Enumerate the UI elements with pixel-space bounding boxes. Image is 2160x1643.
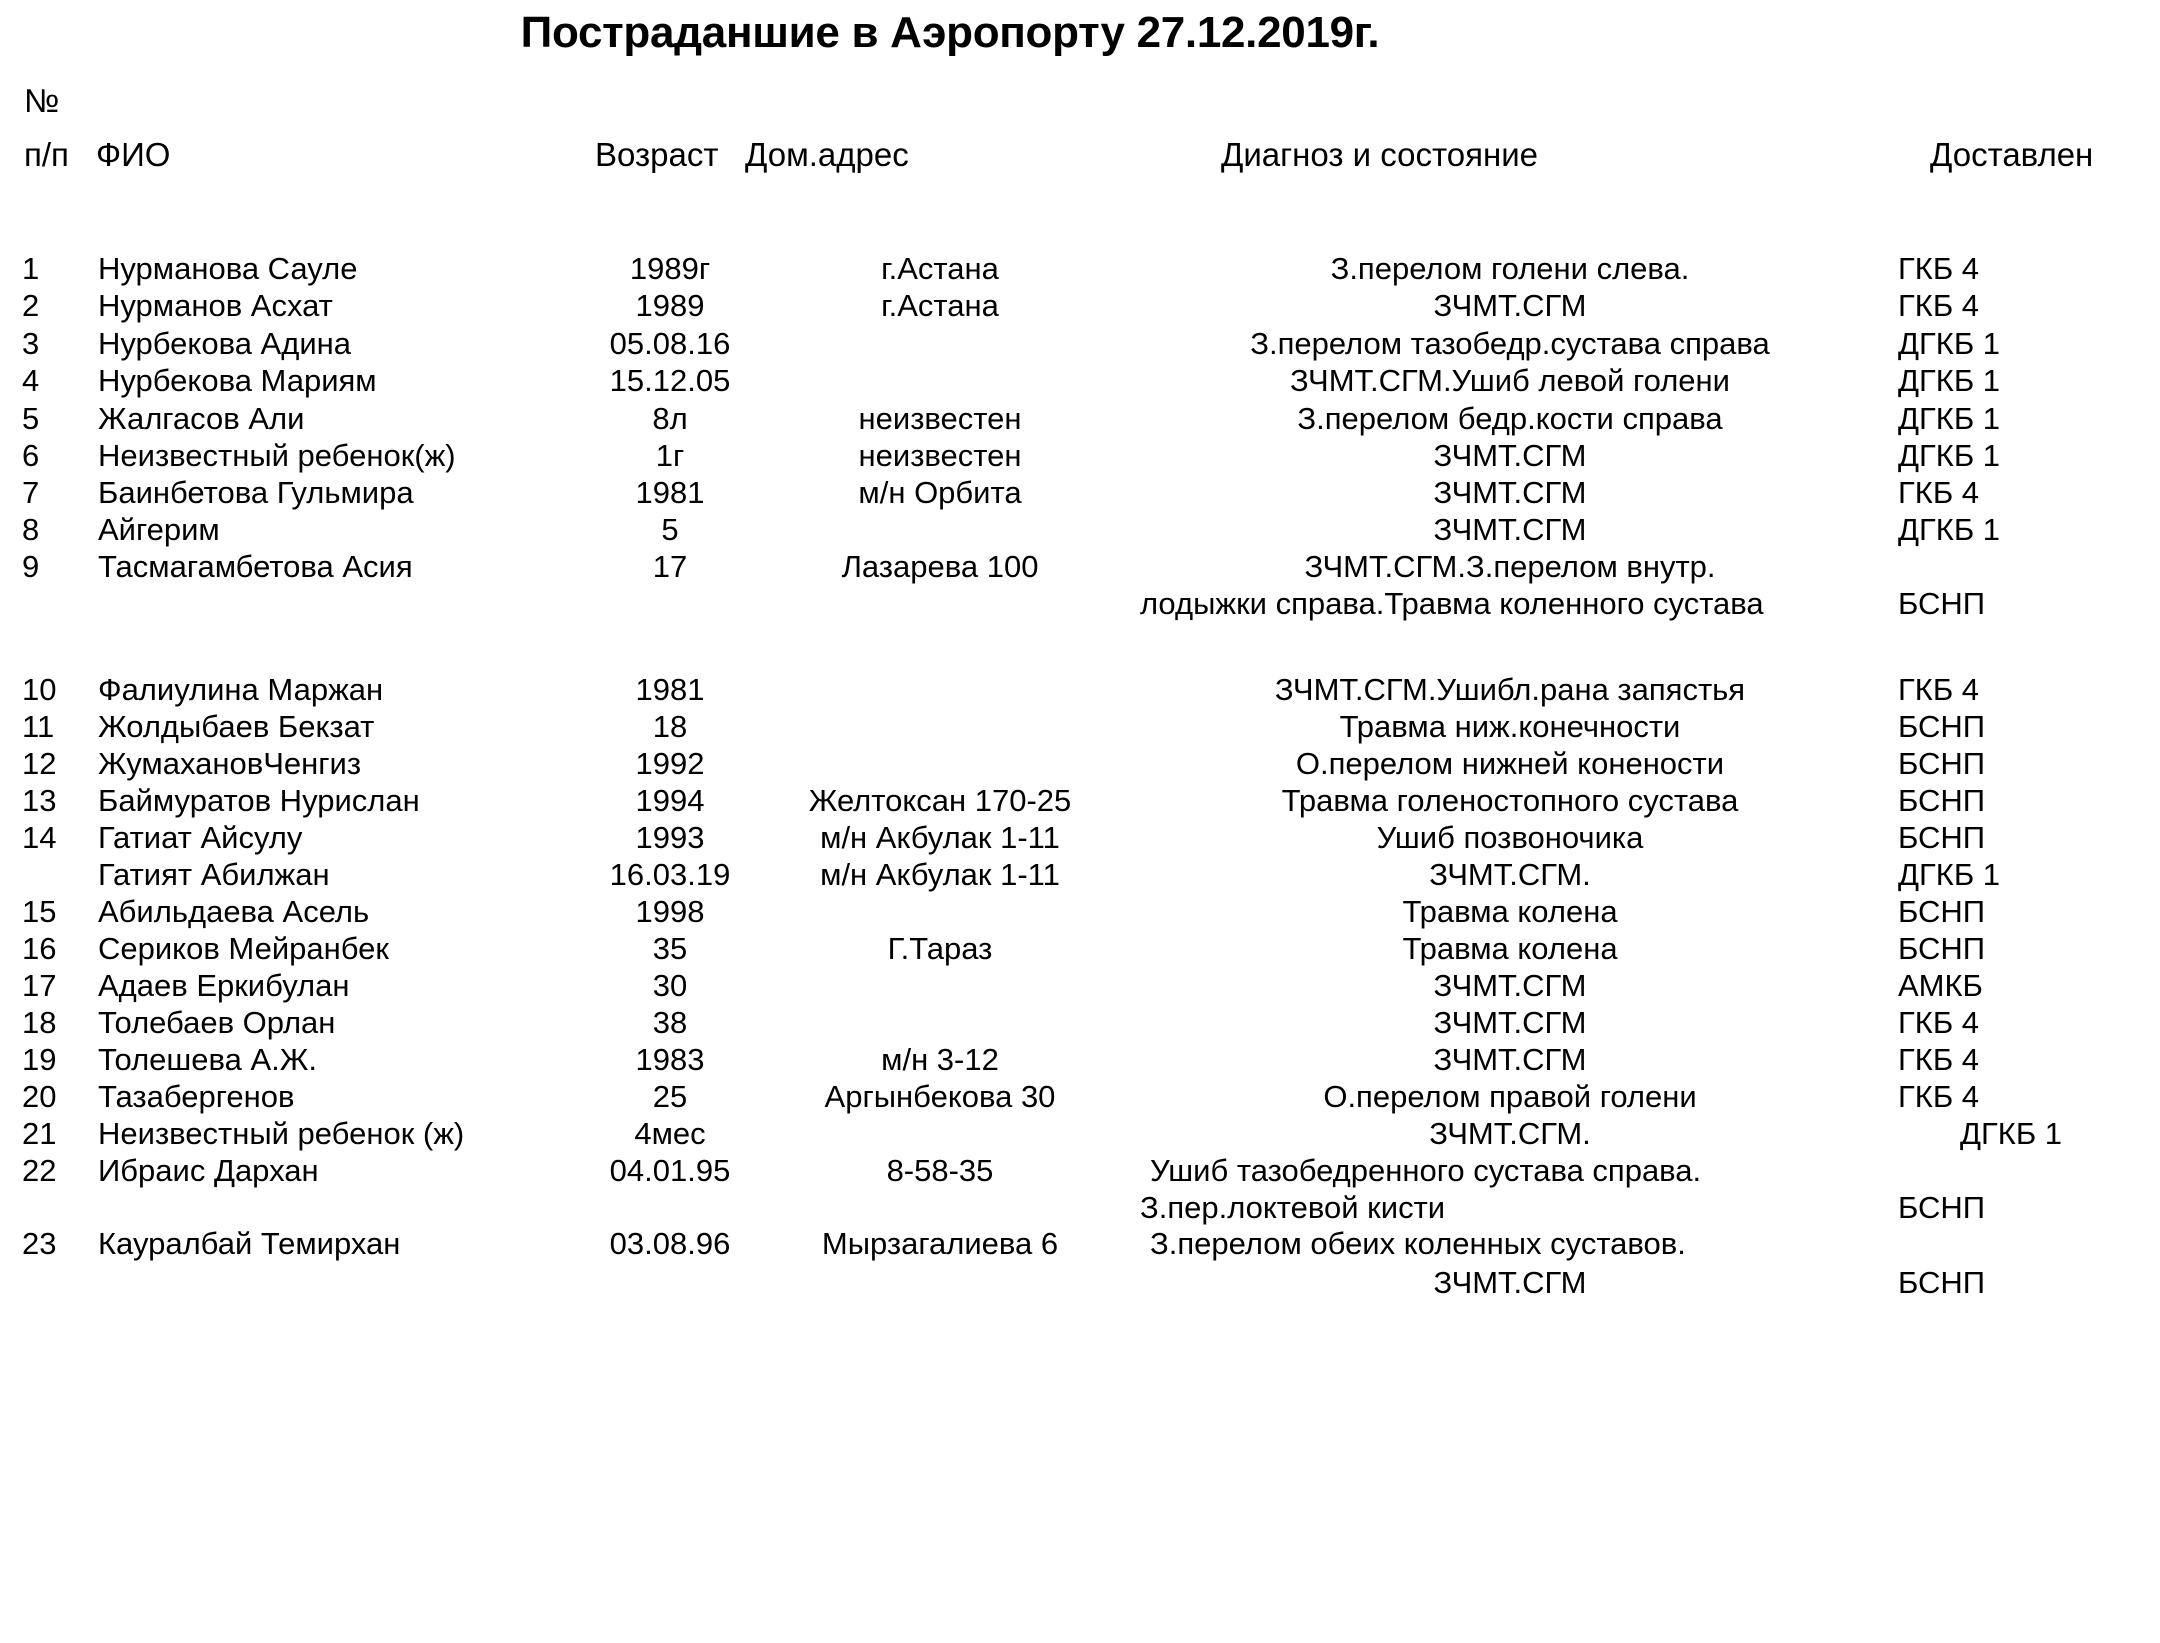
row-address: неизвестен bbox=[858, 438, 1022, 473]
row-fio: Жалгасов Али bbox=[98, 401, 305, 436]
row-address: м/н Орбита bbox=[858, 475, 1022, 510]
row-number: 22 bbox=[22, 1153, 57, 1188]
row-number: 23 bbox=[22, 1226, 57, 1261]
row-fio: Нурманов Асхат bbox=[98, 288, 333, 323]
row-fio: Адаев Еркибулан bbox=[98, 968, 350, 1003]
table-row bbox=[0, 893, 2160, 930]
column-header-diagnosis: Диагноз и состояние bbox=[1221, 136, 1538, 173]
row-diagnosis: ЗЧМТ.СГМ bbox=[1433, 438, 1587, 473]
row-destination: ГКБ 4 bbox=[1898, 288, 1980, 323]
row-diagnosis: ЗЧМТ.СГМ bbox=[1433, 288, 1587, 323]
row-fio: Гатият Абилжан bbox=[98, 857, 330, 892]
row-destination: АМКБ bbox=[1898, 968, 1983, 1003]
row-diagnosis: Травма колена bbox=[1402, 894, 1618, 929]
row-age: 1992 bbox=[635, 746, 705, 781]
row-diagnosis: ЗЧМТ.СГМ bbox=[1433, 512, 1587, 547]
row-number: 1 bbox=[22, 251, 40, 286]
row-fio: Жолдыбаев Бекзат bbox=[98, 709, 375, 744]
row-age: 38 bbox=[652, 1005, 688, 1040]
table-row bbox=[0, 930, 2160, 967]
row-fio: Айгерим bbox=[98, 512, 220, 547]
row-number: 21 bbox=[22, 1116, 57, 1151]
row-diagnosis: ЗЧМТ.СГМ. bbox=[1429, 857, 1591, 892]
row-fio: Неизвестный ребенок(ж) bbox=[98, 438, 456, 473]
table-row bbox=[0, 1004, 2160, 1041]
row-fio: Ибраис Дархан bbox=[98, 1153, 319, 1188]
row-address: г.Астана bbox=[881, 288, 999, 323]
row-destination: ДГКБ 1 bbox=[1898, 512, 2001, 547]
row-age: 1989 bbox=[635, 288, 705, 323]
row-age: 18 bbox=[652, 709, 688, 744]
row-age: 4мес bbox=[634, 1116, 706, 1151]
table-row bbox=[0, 856, 2160, 893]
row-destination: БСНП bbox=[1898, 783, 1986, 818]
row-diagnosis: О.перелом нижней конености bbox=[1295, 746, 1725, 781]
row-diagnosis: О.перелом правой голени bbox=[1323, 1079, 1697, 1114]
column-header-number-line1: № bbox=[24, 82, 60, 119]
row-diagnosis: ЗЧМТ.СГМ bbox=[1433, 968, 1587, 1003]
row-destination: БСНП bbox=[1898, 746, 1986, 781]
row-diagnosis: З.перелом бедр.кости справа bbox=[1297, 401, 1723, 436]
row-address: неизвестен bbox=[858, 401, 1022, 436]
row-destination: ГКБ 4 bbox=[1898, 1042, 1980, 1077]
row-age: 25 bbox=[652, 1079, 688, 1114]
row-number: 7 bbox=[22, 475, 40, 510]
row-number: 9 bbox=[22, 549, 40, 584]
row-number: 14 bbox=[22, 820, 57, 855]
row-age: 1981 bbox=[635, 672, 705, 707]
row-address: м/н Акбулак 1-11 bbox=[820, 857, 1060, 892]
row-fio: Фалиулина Маржан bbox=[98, 672, 384, 707]
table-row bbox=[0, 474, 2160, 511]
row-diagnosis: ЗЧМТ.СГМ bbox=[1433, 1005, 1587, 1040]
row-fio: Тасмагамбетова Асия bbox=[98, 549, 413, 584]
row-diagnosis: Травма ниж.конечности bbox=[1339, 709, 1681, 744]
row-number: 6 bbox=[22, 438, 40, 473]
table-row bbox=[0, 287, 2160, 324]
row-destination: ГКБ 4 bbox=[1898, 475, 1980, 510]
table-row bbox=[0, 250, 2160, 287]
row-fio: ЖумахановЧенгиз bbox=[98, 746, 362, 781]
row-age: 35 bbox=[652, 931, 688, 966]
row-destination: БСНП bbox=[1898, 820, 1986, 855]
row-diagnosis: Ушиб тазобедренного сустава справа. bbox=[1150, 1153, 1702, 1188]
row-number: 3 bbox=[22, 326, 40, 361]
row-fio: Тазабергенов bbox=[98, 1079, 295, 1114]
row-number: 12 bbox=[22, 746, 57, 781]
row-destination: ГКБ 4 bbox=[1898, 1005, 1980, 1040]
row-age: 17 bbox=[652, 549, 688, 584]
row-destination: ДГКБ 1 bbox=[1898, 326, 2001, 361]
row-number: 11 bbox=[22, 709, 55, 744]
row-age: 1994 bbox=[635, 783, 705, 818]
row-number: 8 bbox=[22, 512, 40, 547]
row-destination: ДГКБ 1 bbox=[1898, 401, 2001, 436]
row-diagnosis: Ушиб позвоночика bbox=[1376, 820, 1644, 855]
table-row bbox=[0, 967, 2160, 1004]
table-row bbox=[0, 745, 2160, 782]
row-age: 16.03.19 bbox=[609, 857, 731, 892]
row-age: 5 bbox=[661, 512, 679, 547]
row-number: 4 bbox=[22, 363, 40, 398]
row-destination: ДГКБ 1 bbox=[1898, 857, 2001, 892]
row-diagnosis: ЗЧМТ.СГМ bbox=[1433, 1042, 1587, 1077]
row-number: 19 bbox=[22, 1042, 57, 1077]
row-number: 5 bbox=[22, 401, 40, 436]
row-age: 1989г bbox=[629, 251, 711, 286]
table-row bbox=[0, 1115, 2160, 1152]
row-address: г.Астана bbox=[881, 251, 999, 286]
row-fio: Кауралбай Темирхан bbox=[98, 1226, 401, 1261]
column-header-age: Возраст bbox=[595, 136, 719, 173]
row-diagnosis: ЗЧМТ.СГМ.Ушиб левой голени bbox=[1290, 363, 1730, 398]
row-destination: БСНП bbox=[1898, 931, 1986, 966]
row-address: 8-58-35 bbox=[886, 1153, 994, 1188]
row-diagnosis: ЗЧМТ.СГМ.З.перелом внутр. bbox=[1304, 549, 1716, 584]
table-row bbox=[0, 1078, 2160, 1115]
row-destination: БСНП bbox=[1898, 894, 1986, 929]
row-fio: Нурбекова Адина bbox=[98, 326, 351, 361]
row-fio: Неизвестный ребенок (ж) bbox=[98, 1116, 465, 1151]
row-number: 20 bbox=[22, 1079, 57, 1114]
row-number: 10 bbox=[22, 672, 57, 707]
row-diagnosis: ЗЧМТ.СГМ.Ушибл.рана запястья bbox=[1274, 672, 1746, 707]
table-row bbox=[0, 708, 2160, 745]
row-age: 1998 bbox=[635, 894, 705, 929]
table-row bbox=[0, 548, 2160, 585]
table-row bbox=[0, 819, 2160, 856]
row-number: 13 bbox=[22, 783, 57, 818]
row-diagnosis: Травма голеностопного сустава bbox=[1281, 783, 1739, 818]
row-diagnosis-continued: З.пер.локтевой кисти bbox=[1140, 1190, 1446, 1225]
column-header-destination: Доставлен bbox=[1930, 136, 2094, 173]
table-row bbox=[0, 1225, 2160, 1262]
row-diagnosis-continued: ЗЧМТ.СГМ bbox=[1433, 1265, 1587, 1300]
row-age: 1983 bbox=[635, 1042, 705, 1077]
row-fio: Сериков Мейранбек bbox=[98, 931, 389, 966]
row-address: Лазарева 100 bbox=[841, 549, 1039, 584]
row-number: 18 bbox=[22, 1005, 57, 1040]
row-destination: ГКБ 4 bbox=[1898, 1079, 1980, 1114]
table-row bbox=[0, 400, 2160, 437]
row-age: 05.08.16 bbox=[609, 326, 731, 361]
row-age: 1993 bbox=[635, 820, 705, 855]
row-diagnosis: ЗЧМТ.СГМ. bbox=[1429, 1116, 1591, 1151]
table-row bbox=[0, 362, 2160, 399]
table-row bbox=[0, 325, 2160, 362]
row-number: 17 bbox=[22, 968, 57, 1003]
table-row bbox=[0, 1041, 2160, 1078]
row-diagnosis: З.перелом голени слева. bbox=[1330, 251, 1690, 286]
row-fio: Абильдаева Асель bbox=[98, 894, 370, 929]
table-row bbox=[0, 511, 2160, 548]
row-age: 03.08.96 bbox=[609, 1226, 731, 1261]
row-age: 15.12.05 bbox=[609, 363, 731, 398]
column-header-fio: ФИО bbox=[96, 136, 171, 173]
row-destination: ГКБ 4 bbox=[1898, 672, 1980, 707]
row-number: 15 bbox=[22, 894, 57, 929]
row-address: м/н Акбулак 1-11 bbox=[820, 820, 1060, 855]
row-age: 8л bbox=[652, 401, 688, 436]
row-address: м/н 3-12 bbox=[881, 1042, 999, 1077]
row-destination: БСНП bbox=[1898, 1190, 1986, 1225]
row-address: Аргынбекова 30 bbox=[824, 1079, 1056, 1114]
row-diagnosis-continued: лодыжки справа.Травма коленного сустава bbox=[1140, 586, 1764, 621]
row-address: Мырзагалиева 6 bbox=[821, 1226, 1059, 1261]
table-row-continuation bbox=[0, 585, 2160, 622]
table-row bbox=[0, 782, 2160, 819]
row-fio: Нурманова Сауле bbox=[98, 251, 358, 286]
column-header-number-line2: п/п bbox=[24, 136, 69, 173]
table-row bbox=[0, 437, 2160, 474]
row-destination: ДГКБ 1 bbox=[1898, 363, 2001, 398]
row-address: Г.Тараз bbox=[887, 931, 993, 966]
row-destination: БСНП bbox=[1898, 586, 1986, 621]
row-diagnosis: Травма колена bbox=[1402, 931, 1618, 966]
row-age: 30 bbox=[652, 968, 688, 1003]
row-diagnosis: ЗЧМТ.СГМ bbox=[1433, 475, 1587, 510]
row-fio: Толешева А.Ж. bbox=[98, 1042, 318, 1077]
page-title: Постраданшие в Аэропорту 27.12.2019г. bbox=[520, 8, 1380, 57]
table-row bbox=[0, 1152, 2160, 1189]
row-fio: Баймуратов Нурислан bbox=[98, 783, 420, 818]
row-destination: БСНП bbox=[1898, 1265, 1986, 1300]
row-fio: Нурбекова Мариям bbox=[98, 363, 377, 398]
row-number: 16 bbox=[22, 931, 57, 966]
row-number: 2 bbox=[22, 288, 40, 323]
table-row-continuation bbox=[0, 1189, 2160, 1226]
row-fio: Баинбетова Гульмира bbox=[98, 475, 414, 510]
table-row bbox=[0, 671, 2160, 708]
row-age: 1г bbox=[655, 438, 685, 473]
row-destination: ДГКБ 1 bbox=[1898, 438, 2001, 473]
column-header-address: Дом.адрес bbox=[745, 136, 909, 173]
row-age: 1981 bbox=[635, 475, 705, 510]
row-fio: Гатиат Айсулу bbox=[98, 820, 303, 855]
row-destination: ГКБ 4 bbox=[1898, 251, 1980, 286]
row-diagnosis: З.перелом обеих коленных суставов. bbox=[1150, 1226, 1686, 1261]
row-fio: Толебаев Орлан bbox=[98, 1005, 336, 1040]
row-destination: ДГКБ 1 bbox=[1960, 1116, 2063, 1151]
table-row-continuation bbox=[0, 1264, 2160, 1301]
row-destination: БСНП bbox=[1898, 709, 1986, 744]
row-diagnosis: З.перелом тазобедр.сустава справа bbox=[1250, 326, 1770, 361]
row-age: 04.01.95 bbox=[609, 1153, 731, 1188]
row-address: Желтоксан 170-25 bbox=[808, 783, 1072, 818]
